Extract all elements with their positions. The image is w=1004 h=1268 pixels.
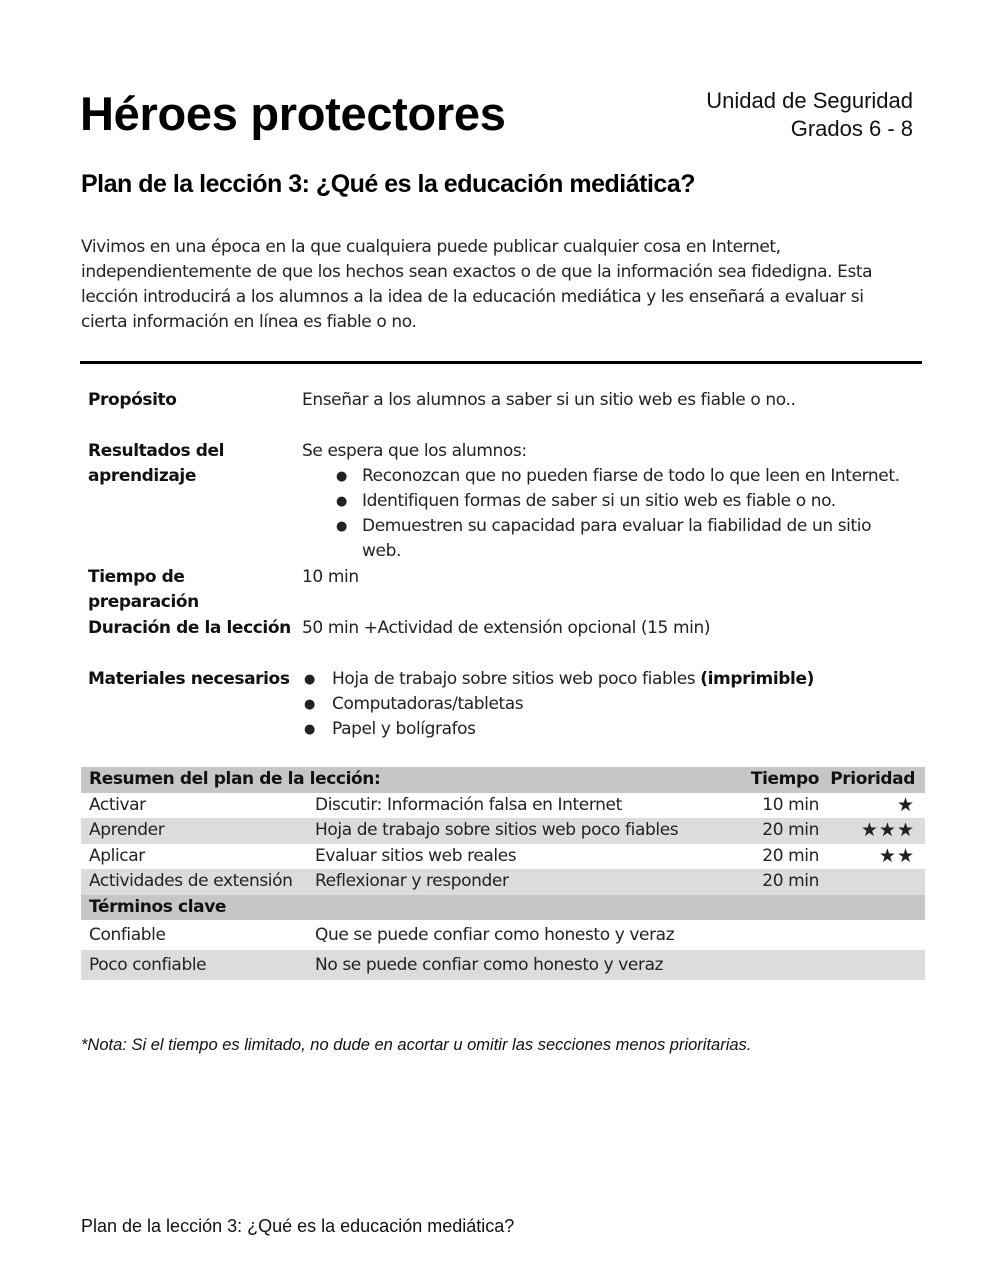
time-cell: 20 min	[762, 871, 819, 891]
material-text: Hoja de trabajo sobre sitios web poco fiables	[332, 669, 701, 689]
unit-name: Unidad de Seguridad	[706, 88, 913, 113]
outcomes-value	[302, 439, 922, 564]
table-row	[81, 950, 925, 980]
table-row	[81, 869, 925, 895]
table-row	[81, 920, 925, 950]
outcomes-list	[302, 464, 922, 564]
lesson-title: Plan de la lección 3: ¿Qué es la educación mediática?	[81, 170, 696, 198]
prep-label: Tiempo de preparación	[88, 567, 199, 612]
list-item	[302, 667, 922, 692]
time-cell: 20 min	[762, 845, 819, 866]
materials-value	[302, 667, 922, 742]
stage-cell: Aprender	[89, 820, 165, 840]
activity-cell: Evaluar sitios web reales	[315, 845, 517, 866]
list-item: ● Computadoras/tabletas	[302, 692, 922, 717]
section-divider	[80, 361, 922, 364]
purpose-value: Enseñar a los alumnos a saber si un sitio web es fiable o no..	[302, 390, 796, 410]
key-terms-header-row	[81, 895, 925, 921]
list-item: ● Identifiquen formas de saber si un sitio web es fiable o no.	[302, 489, 922, 514]
prep-value: 10 min	[302, 567, 359, 587]
table-row	[81, 844, 925, 870]
summary-header-row	[81, 767, 925, 793]
priority-stars: ★★	[878, 844, 915, 867]
priority-stars: ★★★	[860, 819, 915, 841]
term-cell: Poco confiable	[89, 955, 207, 975]
activity-cell: Discutir: Información falsa en Internet	[315, 794, 622, 815]
lesson-summary-table	[81, 767, 925, 980]
page-footer: Plan de la lección 3: ¿Qué es la educación mediática?	[81, 1216, 515, 1236]
definition-cell: Que se puede confiar como honesto y veraz	[315, 925, 675, 945]
intro-paragraph: Vivimos en una época en la que cualquiera puede publicar cualquier cosa en Internet, independientemente de que los hechos sean exactos o de que la información sea fidedigna. Esta lección introducirá a los alumnos a la idea de la educación mediática y les enseñará a evaluar si cierta información en línea es fiable o no.	[81, 237, 873, 332]
time-cell: 20 min	[762, 820, 819, 840]
list-item: ● Demuestren su capacidad para evaluar la fiabilidad de un sitio web.	[302, 514, 922, 564]
page-title: Héroes protectores	[80, 87, 506, 140]
activity-cell: Reflexionar y responder	[315, 871, 509, 891]
purpose-label: Propósito	[88, 390, 177, 410]
stage-cell: Aplicar	[89, 845, 145, 866]
priority-stars: ★	[896, 793, 915, 816]
materials-list	[302, 667, 922, 742]
table-row	[81, 793, 925, 819]
stage-cell: Actividades de extensión	[89, 871, 293, 891]
unit-info	[706, 87, 913, 143]
time-note: *Nota: Si el tiempo es limitado, no dude en acortar u omitir las secciones menos prioritarias.	[81, 1036, 752, 1054]
list-item: ● Papel y bolígrafos	[302, 717, 922, 742]
summary-header-label: Resumen del plan de la lección:	[89, 769, 381, 789]
outcomes-intro: Se espera que los alumnos:	[302, 441, 527, 461]
table-row	[81, 818, 925, 844]
outcomes-label: Resultados del aprendizaje	[88, 441, 225, 486]
activity-cell: Hoja de trabajo sobre sitios web poco fiables	[315, 820, 679, 840]
term-cell: Confiable	[89, 925, 166, 945]
key-terms-header: Términos clave	[89, 896, 226, 917]
materials-label: Materiales necesarios	[88, 669, 290, 689]
definition-cell: No se puede confiar como honesto y veraz	[315, 955, 664, 975]
time-cell: 10 min	[762, 794, 819, 815]
list-item: ● Reconozcan que no pueden fiarse de todo lo que leen en Internet.	[302, 464, 922, 489]
time-header: Tiempo	[750, 769, 819, 789]
duration-value: 50 min +Actividad de extensión opcional (15 min)	[302, 618, 711, 638]
stage-cell: Activar	[89, 794, 146, 815]
printable-label: (imprimible)	[700, 669, 814, 689]
grade-range: Grados 6 - 8	[790, 116, 913, 141]
priority-header: Prioridad	[830, 769, 915, 789]
duration-label: Duración de la lección	[88, 618, 291, 638]
